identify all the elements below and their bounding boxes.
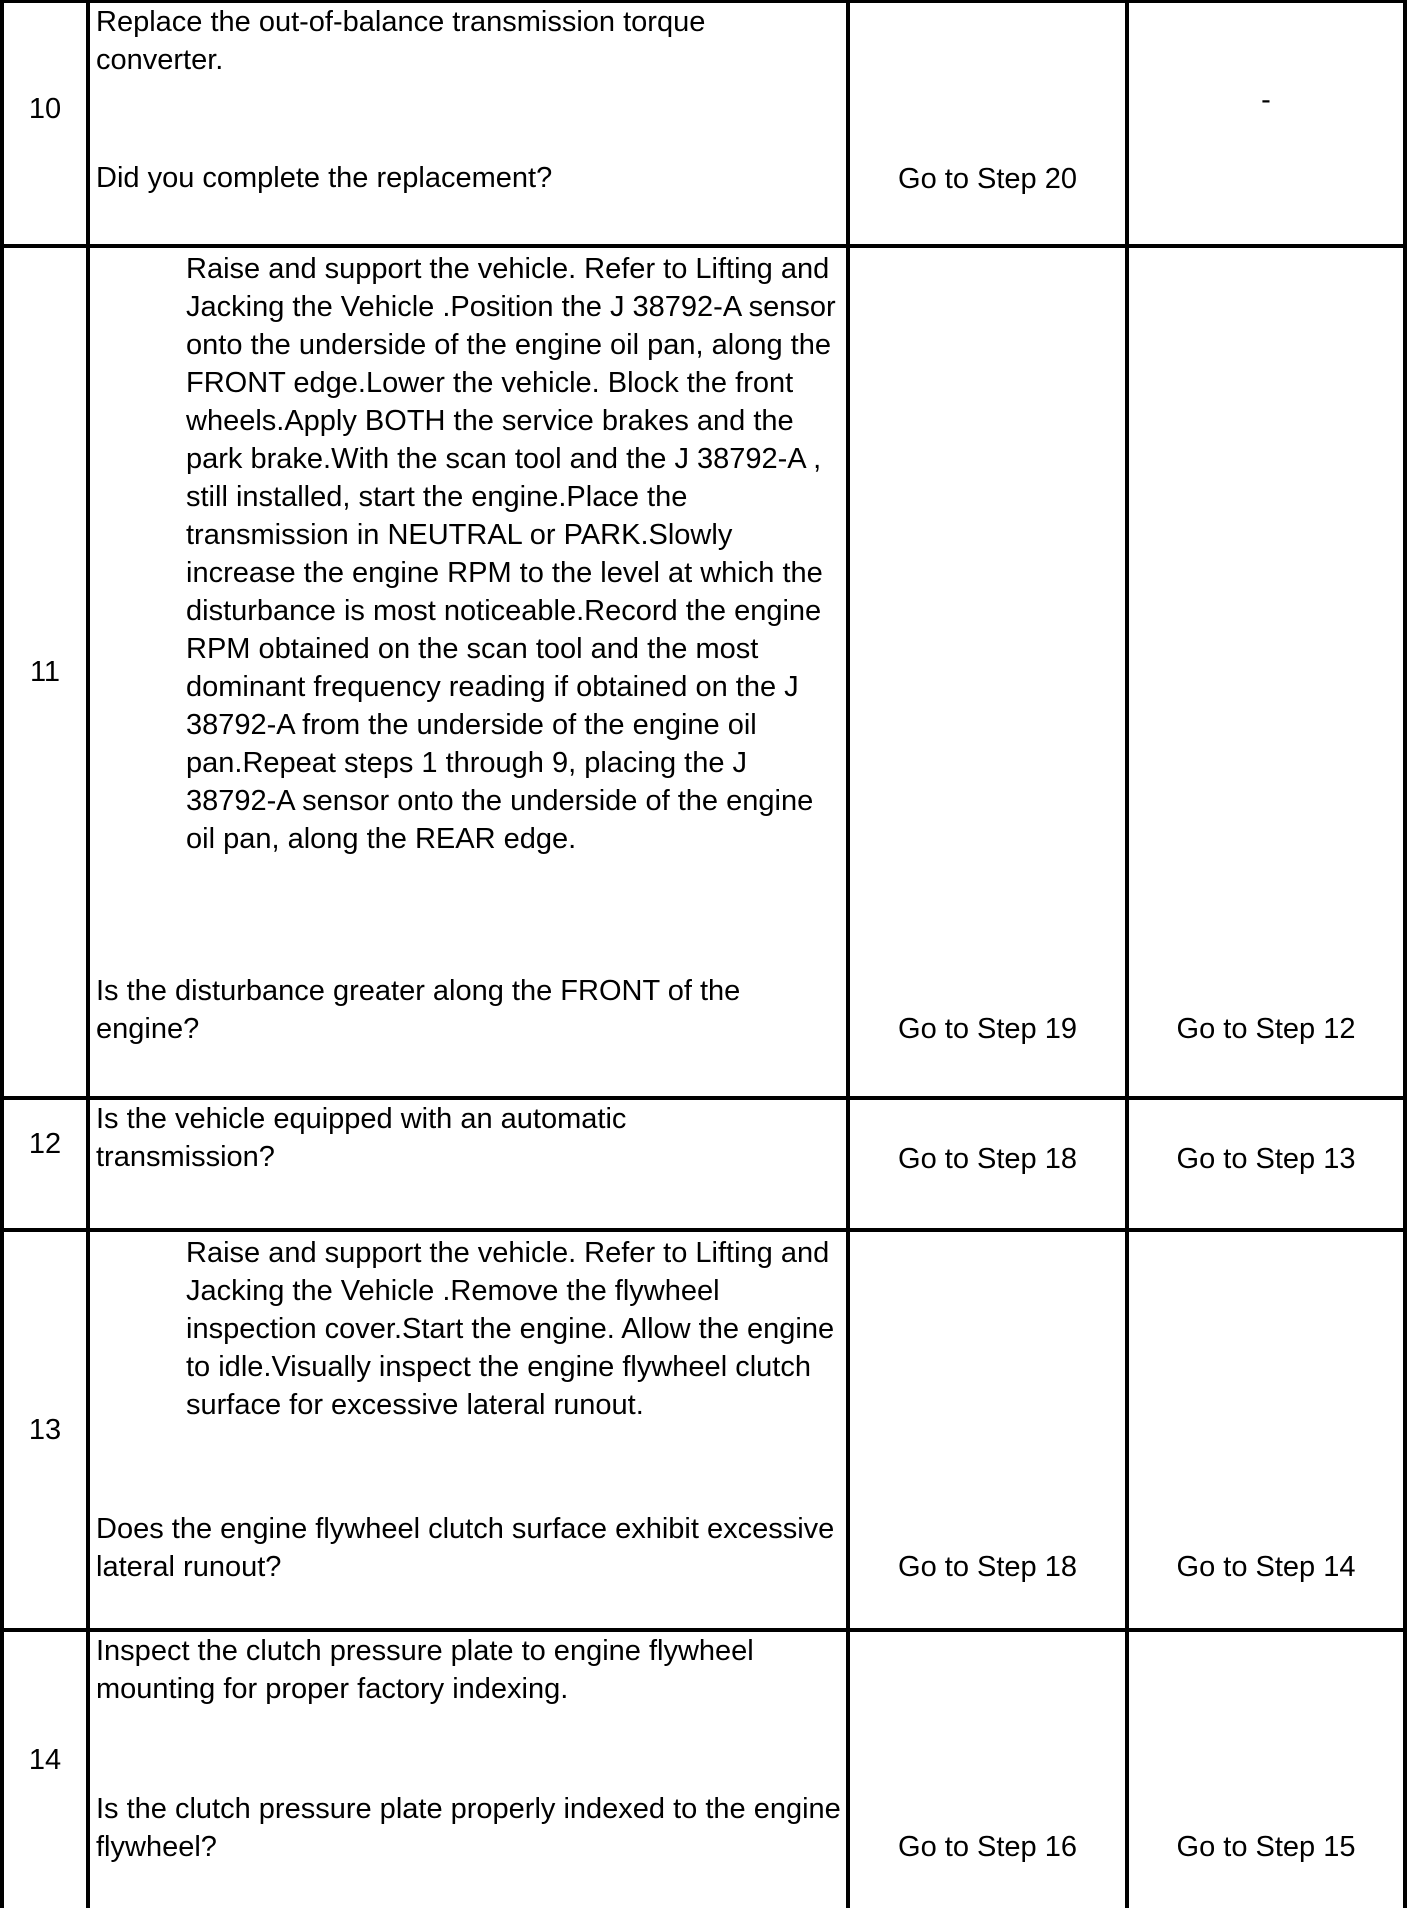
procedure-text: Raise and support the vehicle. Refer to Lifting and Jacking the Vehicle .Remove the flywheel inspection cover.Start the engine. Allow the engine to idle.Visually inspect the engine flywheel clutch surface for excessive lateral runout. bbox=[186, 1236, 835, 1421]
question-text: Is the disturbance greater along the FRONT of the engine? bbox=[96, 974, 741, 1045]
yes-cell bbox=[848, 1230, 1127, 1630]
action-cell bbox=[88, 1098, 848, 1230]
yes-result: Go to Step 18 bbox=[898, 1142, 1077, 1175]
step-number-cell bbox=[2, 1630, 88, 1908]
yes-result: Go to Step 18 bbox=[898, 1550, 1077, 1583]
question-text: Is the clutch pressure plate properly indexed to the engine flywheel? bbox=[96, 1792, 841, 1863]
step-number: 10 bbox=[28, 93, 62, 126]
step-number: 12 bbox=[28, 1127, 62, 1160]
question-text: Does the engine flywheel clutch surface exhibit excessive lateral runout? bbox=[96, 1512, 835, 1583]
no-cell bbox=[1127, 1630, 1405, 1908]
step-number: 14 bbox=[28, 1743, 62, 1776]
no-cell bbox=[1127, 246, 1405, 1098]
action-cell bbox=[88, 2, 848, 246]
action-text: Replace the out-of-balance transmission torque converter. bbox=[96, 6, 706, 76]
no-result: Go to Step 14 bbox=[1176, 1550, 1356, 1583]
no-result: Go to Step 15 bbox=[1176, 1830, 1356, 1863]
question-text: Did you complete the replacement? bbox=[96, 162, 553, 194]
yes-cell bbox=[848, 246, 1127, 1098]
yes-result: Go to Step 19 bbox=[898, 1012, 1077, 1045]
no-cell bbox=[1127, 1230, 1405, 1630]
action-cell bbox=[88, 1630, 848, 1908]
no-result: Go to Step 12 bbox=[1176, 1012, 1356, 1045]
step-number: 11 bbox=[29, 655, 61, 688]
table-row bbox=[2, 246, 1405, 1098]
table-row bbox=[2, 1098, 1405, 1230]
no-cell bbox=[1127, 2, 1405, 246]
procedure-text: Raise and support the vehicle. Refer to Lifting and Jacking the Vehicle .Position the J 38792-A sensor onto the underside of the engine oil pan, along the FRONT edge.Lower the vehicle. Block the front wheels.Apply BOTH the service brakes and the park brake.With the scan tool and the J 38792-A , still installed, start the engine.Place the transmission in NEUTRAL or PARK.Slowly increase the engine RPM to the level at which the disturbance is most noticeable.Record the engine RPM obtained on the scan tool and the most dominant frequency reading if obtained on the J 38792-A from the underside of the engine oil pan.Repeat steps 1 through 9, placing the J 38792-A sensor onto the underside of the engine oil pan, along the REAR edge. bbox=[186, 252, 836, 855]
action-text: Is the vehicle equipped with an automatic transmission? bbox=[96, 1102, 627, 1173]
step-number-cell bbox=[2, 1098, 88, 1230]
step-number-cell bbox=[2, 2, 88, 246]
action-cell bbox=[88, 246, 848, 1098]
action-text: Inspect the clutch pressure plate to engine flywheel mounting for proper factory indexing. bbox=[96, 1634, 754, 1705]
no-cell bbox=[1127, 1098, 1405, 1230]
yes-cell bbox=[848, 1098, 1127, 1230]
no-result: - bbox=[1261, 84, 1271, 116]
yes-cell bbox=[848, 2, 1127, 246]
table-row bbox=[2, 2, 1405, 246]
yes-result: Go to Step 16 bbox=[898, 1830, 1077, 1863]
table-row bbox=[2, 1230, 1405, 1630]
no-result: Go to Step 13 bbox=[1176, 1142, 1356, 1175]
step-number-cell bbox=[2, 246, 88, 1098]
table-row bbox=[2, 1630, 1405, 1908]
action-cell bbox=[88, 1230, 848, 1630]
yes-cell bbox=[848, 1630, 1127, 1908]
step-number: 13 bbox=[28, 1413, 62, 1446]
step-number-cell bbox=[2, 1230, 88, 1630]
yes-result: Go to Step 20 bbox=[898, 162, 1077, 195]
